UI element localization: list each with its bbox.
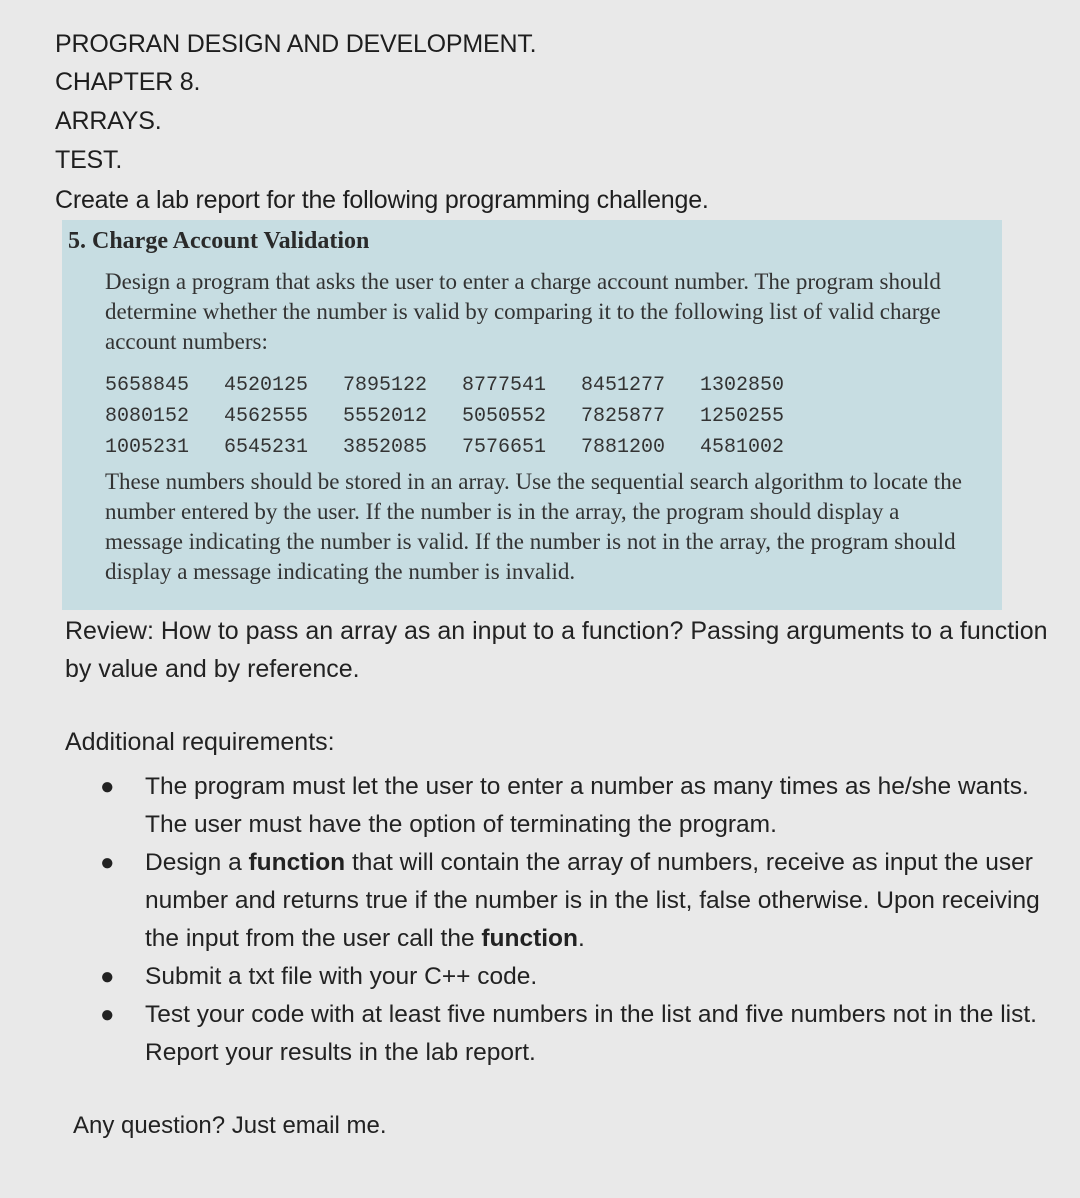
account-number: 7895122 bbox=[343, 374, 428, 397]
course-title: PROGRAN DESIGN AND DEVELOPMENT. bbox=[55, 30, 537, 58]
account-number: 3852085 bbox=[343, 436, 428, 459]
account-number: 7576651 bbox=[462, 436, 547, 459]
account-number: 1005231 bbox=[105, 436, 190, 459]
requirement-text-part: that will contain the array of numbers, receive as input the user number and returns true if the number is in the list, false otherwise. Upon receiving the input from the user call the bbox=[145, 849, 1040, 952]
requirement-keyword: function bbox=[248, 849, 346, 876]
test-label: TEST. bbox=[55, 146, 123, 174]
topic-label: ARRAYS. bbox=[55, 107, 162, 135]
list-item bbox=[100, 958, 1060, 996]
account-number: 5552012 bbox=[343, 405, 428, 428]
requirement-text: Test your code with at least five numbers in the list and five numbers not in the list. Report your results in the lab report. bbox=[145, 1001, 1037, 1066]
bullet-icon: ● bbox=[100, 773, 115, 800]
number-row bbox=[105, 370, 819, 401]
challenge-title: 5. Charge Account Validation bbox=[68, 228, 370, 254]
account-number: 5050552 bbox=[462, 405, 547, 428]
account-number: 8777541 bbox=[462, 374, 547, 397]
requirement-text-part: . bbox=[578, 925, 585, 952]
chapter-label: CHAPTER 8. bbox=[55, 68, 201, 96]
account-number: 8080152 bbox=[105, 405, 190, 428]
bullet-icon: ● bbox=[100, 963, 115, 990]
account-number: 1250255 bbox=[700, 405, 785, 428]
requirement-text: The program must let the user to enter a number as many times as he/she wants. The user must have the option of terminating the program. bbox=[145, 773, 1029, 838]
requirement-keyword: function bbox=[481, 925, 578, 952]
account-number-grid bbox=[105, 370, 819, 463]
account-number: 4581002 bbox=[700, 436, 785, 459]
challenge-intro: Design a program that asks the user to enter a charge account number. The program should determine whether the number is valid by comparing it to the following list of valid charge account numbers: bbox=[105, 269, 941, 354]
requirement-text-part: Design a bbox=[145, 849, 249, 876]
requirement-text: Submit a txt file with your C++ code. bbox=[145, 963, 538, 990]
list-item bbox=[100, 996, 1060, 1072]
list-item bbox=[100, 768, 1060, 844]
account-number: 7825877 bbox=[581, 405, 666, 428]
account-number: 5658845 bbox=[105, 374, 190, 397]
account-number: 8451277 bbox=[581, 374, 666, 397]
account-number: 6545231 bbox=[224, 436, 309, 459]
requirements-list bbox=[100, 768, 1060, 1072]
contact-note: Any question? Just email me. bbox=[73, 1112, 387, 1139]
account-number: 1302850 bbox=[700, 374, 785, 397]
review-note: Review: How to pass an array as an input to a function? Passing arguments to a function by value and by reference. bbox=[65, 617, 1048, 683]
account-number: 4562555 bbox=[224, 405, 309, 428]
bullet-icon: ● bbox=[100, 1001, 115, 1028]
list-item bbox=[100, 844, 1060, 958]
challenge-instructions: These numbers should be stored in an array. Use the sequential search algorithm to locate the number entered by the user. If the number is in the array, the program should display a message indicating the number is valid. If the number is not in the array, the program should display a message indicating the number is invalid. bbox=[105, 469, 962, 584]
additional-requirements-title: Additional requirements: bbox=[65, 728, 335, 756]
number-row bbox=[105, 401, 819, 432]
assignment-instruction: Create a lab report for the following programming challenge. bbox=[55, 186, 709, 214]
account-number: 4520125 bbox=[224, 374, 309, 397]
account-number: 7881200 bbox=[581, 436, 666, 459]
number-row bbox=[105, 432, 819, 463]
bullet-icon: ● bbox=[100, 849, 115, 876]
